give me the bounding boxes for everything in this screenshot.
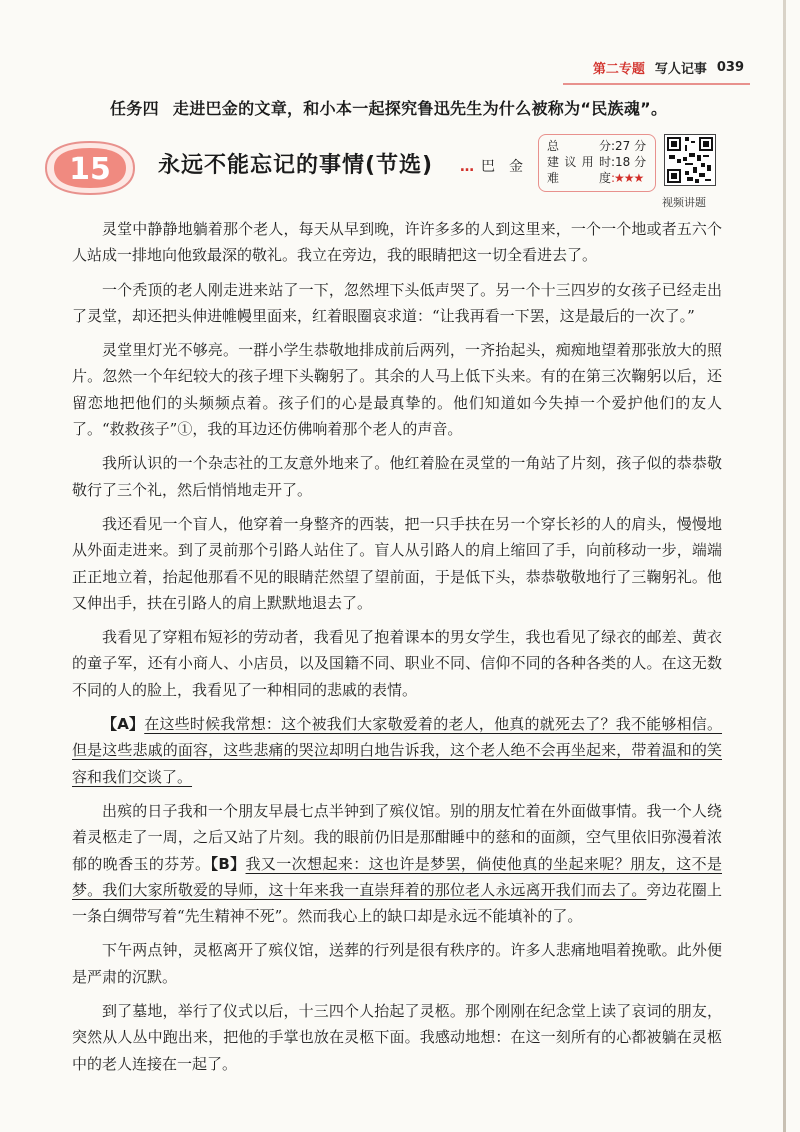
task-prefix: 任务四 <box>110 99 159 118</box>
lesson-number-badge <box>38 138 142 198</box>
info-box <box>538 134 656 192</box>
qr-label: 视频讲题 <box>662 196 706 209</box>
qr-pattern <box>665 135 715 185</box>
header-rule <box>563 83 750 85</box>
marker-b: 【B】 <box>210 854 246 873</box>
underlined-passage-b: 我又一次想起来：这也许是梦罢，倘使他真的坐起来呢？朋友，这不是梦。我们大家所敬爱的导师，这十年来我一直崇拜着的那位老人永远离开我们而去了。 <box>72 854 722 899</box>
underlined-passage-a: 在这些时候我常想：这个被我们大家敬爱着的老人，他真的就死去了？我不能够相信。但是这些悲戚的面容，这些悲痛的哭泣却明白地告诉我，这个老人绝不会再坐起来，带着温和的笑容和我们交谈了。 <box>72 715 723 786</box>
time-label: 建议用时 <box>547 155 611 169</box>
paragraph-b-after: 旁边花圈上一条白绸带写着“先生精神不死”。然而我心上的缺口却是永远不能填补的了。 <box>72 880 722 926</box>
score-label: 总 分 <box>547 139 611 153</box>
difficulty-label: 难 度 <box>547 171 611 185</box>
lesson-number: 15 <box>69 152 111 187</box>
qr-code-icon[interactable] <box>664 134 716 186</box>
task-text: 走进巴金的文章，和小本一起探究鲁迅先生为什么被称为“民族魂”。 <box>172 99 668 118</box>
paragraph-a <box>72 711 722 790</box>
author-dots: … <box>460 159 475 175</box>
header-topic: 写人记事 <box>654 62 707 77</box>
paragraph: 我看见了穿粗布短衫的劳动者，我看见了抱着课本的男女学生，我也看见了绿衣的邮差、黄衣的童子军，还有小商人、小店员，以及国籍不同、职业不同、信仰不同的各种各类的人。在这无数不同的人的脸上，我看见了一种相同的悲戚的表情。 <box>72 628 722 699</box>
info-time <box>547 154 655 170</box>
difficulty-stars: :★★★ <box>611 171 644 185</box>
paragraph: 我还看见一个盲人，他穿着一身整齐的西装，把一只手扶在另一个穿长衫的人的肩头，慢慢地从外面走进来。到了灵前那个引路人站住了。盲人从引路人的肩上缩回了手，向前移动一步，端端正正地立着，抬起他那看不见的眼睛茫然望了望前面，于是低下头，恭恭敬敬地行了三鞠躬礼。他又伸出手，扶在引路人的肩上默默地退去了。 <box>72 514 722 612</box>
page-edge <box>783 0 786 1132</box>
paragraph: 下午两点钟，灵柩离开了殡仪馆，送葬的行列是很有秩序的。许多人悲痛地唱着挽歌。此外便是严肃的沉默。 <box>72 941 722 986</box>
author-line <box>460 156 523 176</box>
paragraph: 灵堂里灯光不够亮。一群小学生恭敬地排成前后两列，一齐抬起头，痴痴地望着那张放大的照片。忽然一个年纪较大的孩子埋下头鞠躬了。其余的人马上低下头来。有的在第三次鞠躬以后，还留恋地把他们的头频频点着。孩子们的心是最真挚的。他们知道如今失掉一个爱护他们的友人了。“救救孩子”①，我的耳边还仿佛响着那个老人的声音。 <box>72 341 722 439</box>
header-section: 第二专题 <box>592 62 645 77</box>
score-value: :27 分 <box>611 139 647 153</box>
info-difficulty <box>547 170 655 186</box>
running-header <box>593 58 744 77</box>
article-body <box>72 216 722 1085</box>
paragraph: 灵堂中静静地躺着那个老人，每天从早到晚，许许多多的人到这里来，一个一个地或者五六个人站成一排地向他致最深的敬礼。我立在旁边，我的眼睛把这一切全看进去了。 <box>72 220 722 265</box>
paragraph: 到了墓地，举行了仪式以后，十三四个人抬起了灵柩。那个刚刚在纪念堂上读了哀词的朋友，突然从人丛中跑出来，把他的手掌也放在灵柩下面。我感动地想：在这一刻所有的心都被躺在灵柩中的老人连接在一起了。 <box>72 1002 722 1073</box>
badge-shape <box>38 138 142 198</box>
lesson-title: 永远不能忘记的事情(节选) <box>158 153 434 178</box>
marker-a: 【A】 <box>102 715 145 734</box>
page-number: 039 <box>716 60 744 75</box>
paragraph-b <box>72 798 722 929</box>
paragraph: 一个秃顶的老人刚走进来站了一下，忽然埋下头低声哭了。另一个十三四岁的女孩子已经走出了灵堂，却还把头伸进帷幔里面来，红着眼圈哀求道：“让我再看一下罢，这是最后的一次了。” <box>72 280 722 325</box>
paragraph: 我所认识的一个杂志社的工友意外地来了。他红着脸在灵堂的一角站了片刻，孩子似的恭恭敬敬行了三个礼，然后悄悄地走开了。 <box>72 454 722 499</box>
time-value: :18 分 <box>611 155 647 169</box>
paragraph-b-before: 出殡的日子我和一个朋友早晨七点半钟到了殡仪馆。别的朋友忙着在外面做事情。我一个人绕着灵柩走了一周，之后又站了片刻。我的眼前仍旧是那酣睡中的慈和的面颜，空气里依旧弥漫着浓郁的晚香玉的芬芳。 <box>72 801 722 873</box>
task-line <box>110 96 710 119</box>
author-name: 巴 金 <box>481 159 523 175</box>
info-score <box>547 138 655 154</box>
